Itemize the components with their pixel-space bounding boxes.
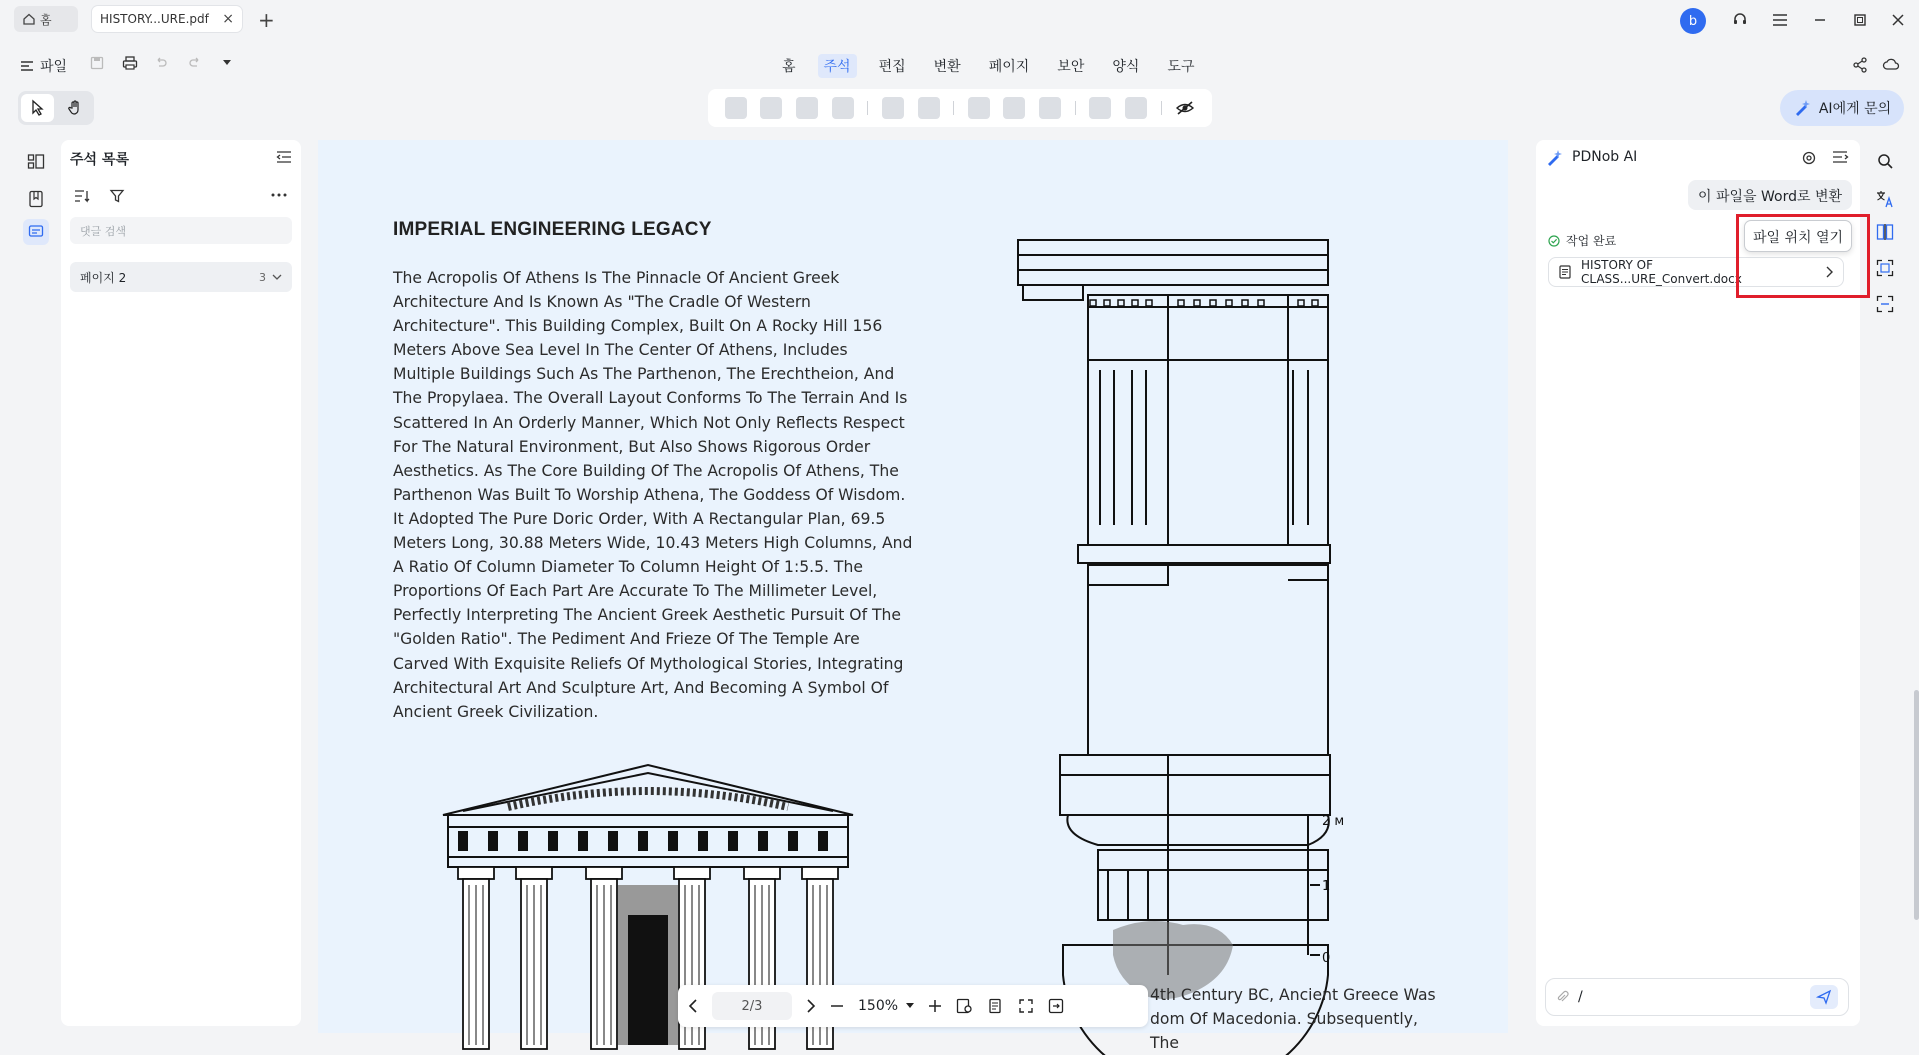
attachment-icon[interactable]: [1556, 990, 1568, 1004]
eraser-icon[interactable]: [918, 97, 940, 119]
zoom-out-icon[interactable]: [830, 999, 844, 1013]
avatar[interactable]: b: [1680, 8, 1706, 34]
converted-file-name: HISTORY OF CLASS...URE_Convert.docx: [1581, 258, 1742, 286]
tab-menu-annotate[interactable]: 주석: [818, 54, 857, 78]
chevron-down-icon: [906, 1003, 914, 1009]
next-page-icon[interactable]: [806, 999, 816, 1013]
send-icon[interactable]: [1810, 985, 1838, 1009]
comments-panel-icon[interactable]: [23, 219, 49, 245]
ask-ai-button[interactable]: [1780, 90, 1904, 126]
comment-icon[interactable]: [1125, 97, 1147, 119]
scale-label-2: 2 м: [1322, 814, 1345, 829]
document-heading: IMPERIAL ENGINEERING LEGACY: [393, 219, 712, 240]
user-chat-message: 이 파일을 Word로 변환: [1688, 180, 1852, 210]
page-scrollbar[interactable]: [1914, 690, 1919, 920]
restore-icon[interactable]: [1848, 8, 1872, 32]
document-continuation-text: [1150, 983, 1450, 1055]
add-tab-button[interactable]: +: [258, 8, 275, 32]
continuation-line-2: dom Of Macedonia. Subsequently, The: [1150, 1010, 1418, 1052]
headset-icon[interactable]: [1728, 8, 1752, 32]
main-menu-tabs: [776, 54, 1200, 78]
home-icon: [23, 13, 35, 25]
fit-page-icon[interactable]: [988, 998, 1004, 1014]
tab-document[interactable]: [92, 6, 242, 32]
check-circle-icon: [1548, 235, 1560, 247]
compare-icon[interactable]: [1873, 220, 1897, 244]
screenshot-icon[interactable]: [1873, 292, 1897, 316]
pdnob-ai-logo-icon: [1546, 150, 1564, 166]
minimize-icon[interactable]: [1808, 8, 1832, 32]
quick-access-dropdown-icon[interactable]: [222, 59, 232, 67]
annotation-highlight-box: [1736, 214, 1870, 298]
select-pointer-icon[interactable]: [21, 94, 54, 122]
stamp-icon[interactable]: [1003, 97, 1025, 119]
sort-icon[interactable]: [74, 189, 90, 203]
translate-icon[interactable]: [1873, 187, 1897, 211]
zoom-level: 150%: [858, 998, 899, 1014]
tab-home-label: 홈: [40, 12, 52, 27]
selection-tools: [18, 91, 94, 125]
scale-label-0: 0: [1322, 951, 1331, 966]
file-menu-button[interactable]: [20, 56, 67, 76]
task-status-label: 작업 완료: [1566, 234, 1617, 248]
toolbar-divider: [953, 101, 954, 115]
file-menu-label: 파일: [40, 59, 68, 75]
image-icon[interactable]: [1039, 97, 1061, 119]
tab-menu-home[interactable]: 홈: [782, 59, 796, 75]
strikethrough-icon[interactable]: [796, 97, 818, 119]
hamburger-icon: [20, 60, 34, 72]
ai-assistant-name: PDNob AI: [1572, 149, 1638, 165]
open-file-location-tooltip[interactable]: 파일 위치 열기: [1744, 220, 1852, 252]
tab-home[interactable]: [14, 6, 78, 32]
document-paragraph: The Acropolis Of Athens Is The Pinnacle Of Ancient Greek Architecture And Is Known As "The Cradle Of Western Architecture". This Building Complex, Built On A Rocky Hill 156 Meters Above Sea Level In The Center Of Athens, Includes Multiple Buildings Such As The Parthenon, The Erechtheion, And The Propylaea. The Overall Layout Conforms To The Terrain And Is Scattered In An Orderly Manner, Which Not Only Reflects Respect For The Natural Environment, But Also Shows Rigorous Order Aesthetics. As The Core Building Of The Acropolis Of Athens, The Parthenon Was Built To Worship Athena, The Goddess Of Wisdom. It Adopted The Pure Doric Order, With A Rectangular Plan, 69.5 Meters Long, 30.88 Meters Wide, 10.43 Meters High Columns, And A Ratio Of Column Diameter To Column Height Of 1:5.5. The Proportions Of Each Part Are Accurate To The Millimeter Level, Perfectly Interpreting The Ancient Greek Aesthetic Pursuit Of The "Golden Ratio". The Pediment And Frieze Of The Temple Are Carved With Exquisite Reliefs Of Mythological Stories, Integrating Architectural Art And Sculpture Art, And Becoming A Symbol Of Ancient Greek Civilization.: [393, 269, 913, 721]
page-group-label: 페이지 2: [80, 270, 127, 285]
text-icon[interactable]: [760, 97, 782, 119]
tab-menu-convert[interactable]: 변환: [933, 59, 961, 75]
continuation-line-1: 4th Century BC, Ancient Greece Was: [1150, 986, 1436, 1004]
ai-settings-icon[interactable]: [1801, 150, 1817, 166]
document-icon: [1559, 265, 1571, 279]
highlight-icon[interactable]: [725, 97, 747, 119]
thumbnails-icon[interactable]: [23, 149, 49, 175]
scale-label-1: 1: [1322, 879, 1331, 894]
exit-view-icon[interactable]: [1048, 998, 1064, 1014]
tab-menu-edit[interactable]: 편집: [878, 59, 906, 75]
pen-icon[interactable]: [882, 97, 904, 119]
share-icon[interactable]: [1852, 57, 1868, 73]
toolbar-divider: [1075, 101, 1076, 115]
toolbar-divider: [867, 101, 868, 115]
task-status: [1548, 232, 1616, 249]
ai-history-icon[interactable]: [1832, 150, 1848, 164]
fit-width-icon[interactable]: [956, 998, 974, 1014]
chat-input-value: /: [1578, 989, 1583, 1005]
doric-order-drawing: [1008, 235, 1468, 966]
tab-menu-tools[interactable]: 도구: [1167, 59, 1195, 75]
shape-icon[interactable]: [968, 97, 990, 119]
annotation-toolbar: [708, 89, 1212, 127]
ask-ai-label: AI에게 문의: [1818, 101, 1892, 117]
hand-tool-icon[interactable]: [58, 94, 91, 122]
annotation-count: 3: [259, 270, 266, 284]
menu-icon[interactable]: [1768, 8, 1792, 32]
ai-sparkle-icon: [1793, 99, 1811, 117]
redo-icon[interactable]: [188, 56, 202, 70]
tab-document-label: HISTORY...URE.pdf: [100, 12, 209, 26]
signature-icon[interactable]: [1089, 97, 1111, 119]
ocr-scan-icon[interactable]: [1873, 256, 1897, 280]
ai-chat-input[interactable]: [1545, 978, 1849, 1016]
toolbar-divider: [1161, 101, 1162, 115]
more-options-icon[interactable]: [271, 193, 287, 197]
page-navigation-bar: [678, 985, 1148, 1027]
comment-search-input[interactable]: 댓글 검색: [70, 217, 292, 244]
save-icon[interactable]: [90, 56, 104, 70]
annotation-list-title: 주석 목록: [70, 152, 129, 168]
tab-menu-forms[interactable]: 양식: [1112, 59, 1140, 75]
chevron-down-icon: [272, 274, 282, 280]
collapse-panel-icon[interactable]: [276, 150, 292, 164]
underline-icon[interactable]: [832, 97, 854, 119]
zoom-select[interactable]: [858, 998, 914, 1014]
print-icon[interactable]: [122, 56, 138, 70]
hide-annotations-icon[interactable]: [1175, 100, 1195, 116]
fullscreen-icon[interactable]: [1018, 998, 1034, 1014]
undo-icon[interactable]: [154, 56, 168, 70]
search-icon[interactable]: [1873, 149, 1897, 173]
previous-page-icon[interactable]: [688, 999, 698, 1013]
annotation-page-group[interactable]: [70, 262, 292, 292]
close-icon[interactable]: ×: [222, 11, 234, 27]
tab-menu-security[interactable]: 보안: [1057, 59, 1085, 75]
page-number-input[interactable]: 2/3: [712, 992, 792, 1020]
tab-menu-page[interactable]: 페이지: [988, 59, 1030, 75]
title-bar: [0, 0, 1919, 40]
close-window-icon[interactable]: [1886, 8, 1910, 32]
zoom-in-icon[interactable]: [928, 999, 942, 1013]
bookmark-icon[interactable]: [23, 186, 49, 212]
filter-icon[interactable]: [110, 189, 124, 203]
cloud-icon[interactable]: [1882, 57, 1900, 73]
